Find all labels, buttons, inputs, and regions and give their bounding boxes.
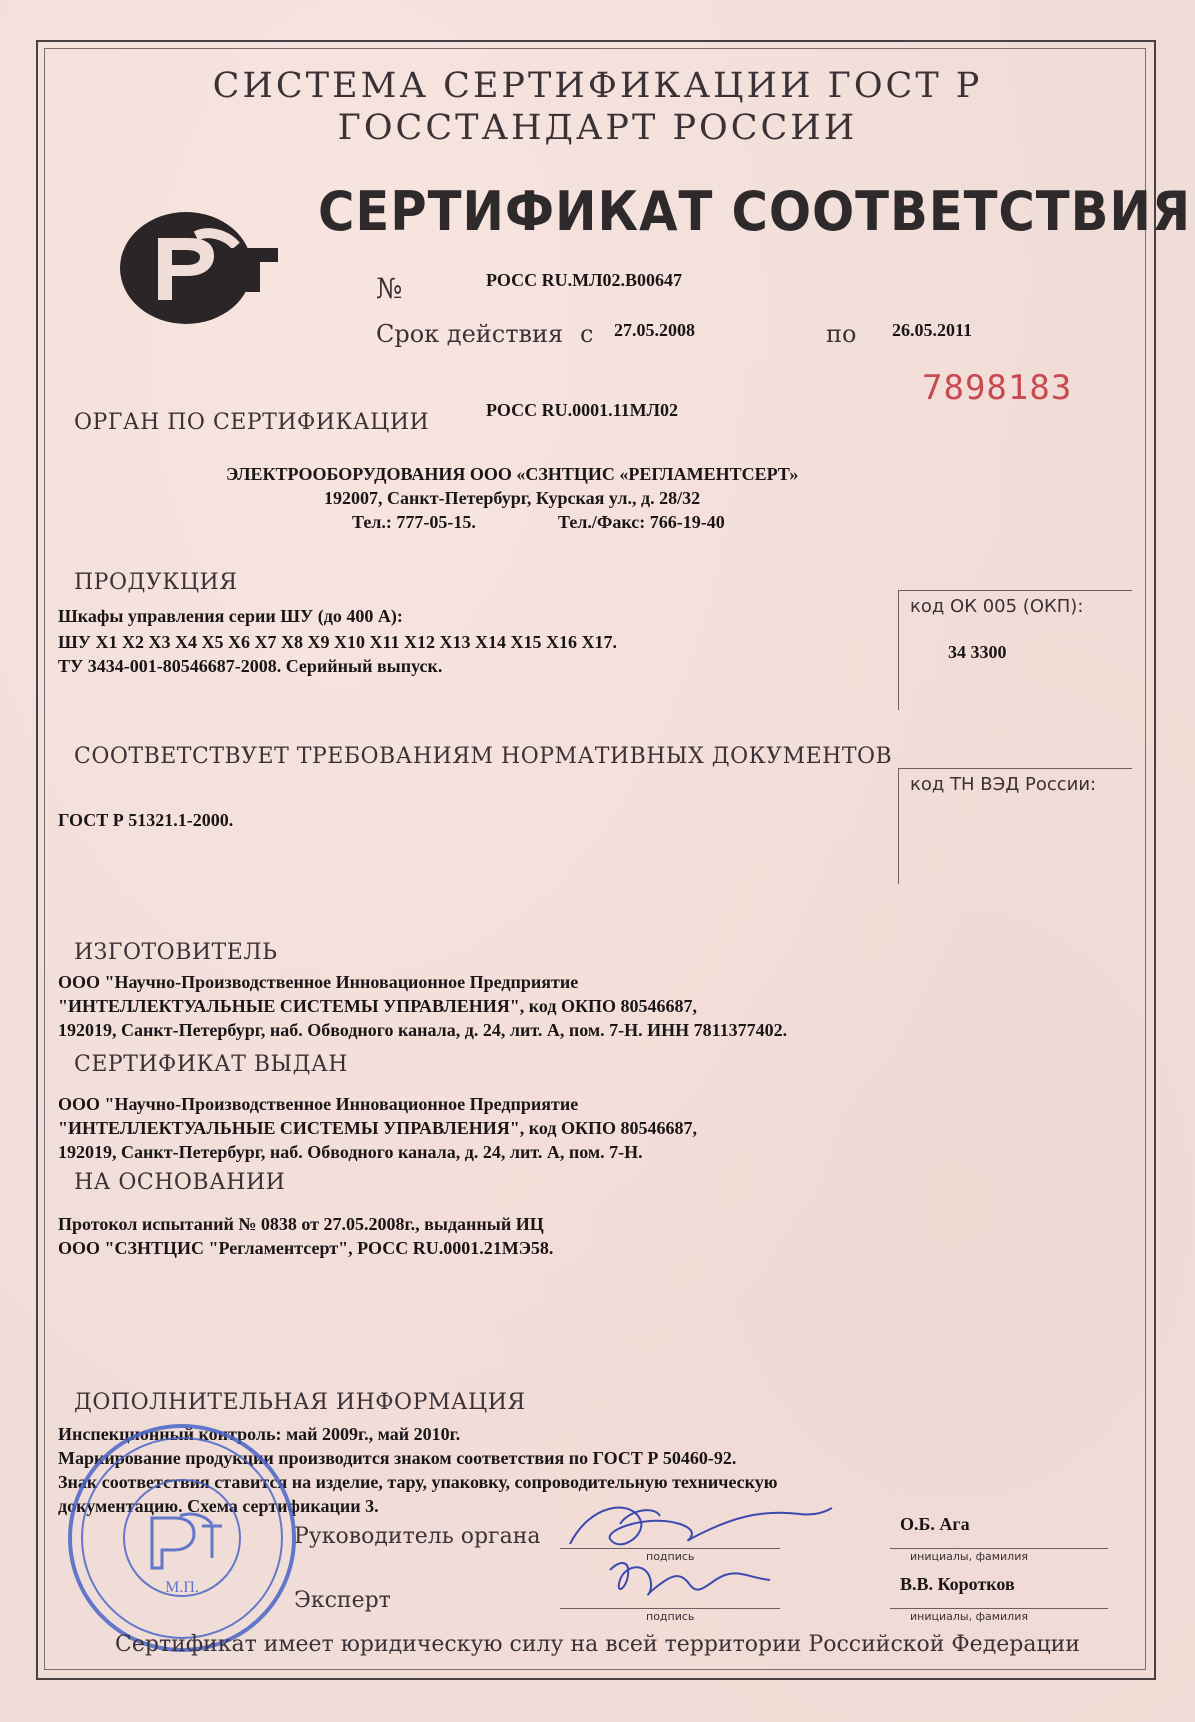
number-sign: № (376, 272, 403, 305)
expert-label: Эксперт (294, 1588, 391, 1613)
system-line-2: ГОССТАНДАРТ РОССИИ (337, 108, 858, 148)
product-line-1: Шкафы управления серии ШУ (до 400 А): (58, 606, 403, 626)
cert-body-name: ЭЛЕКТРООБОРУДОВАНИЯ ООО «СЗНТЦИС «РЕГЛАМЕНТСЕРТ» (226, 464, 799, 484)
expert-signature-icon (600, 1550, 780, 1610)
head-name-caption: инициалы, фамилия (910, 1550, 1028, 1563)
head-name-line (890, 1548, 1108, 1549)
head-name: О.Б. Ага (900, 1514, 970, 1534)
issued-to-line-2: "ИНТЕЛЛЕКТУАЛЬНЫЕ СИСТЕМЫ УПРАВЛЕНИЯ", код ОКПО 80546687, (58, 1118, 698, 1138)
expert-name: В.В. Коротков (900, 1574, 1015, 1594)
stamp-mp-label: М.П. (165, 1579, 199, 1596)
product-line-3: ТУ 3434-001-80546687-2008. Серийный выпуск. (58, 656, 443, 676)
expert-sign-caption: подпись (646, 1610, 695, 1623)
footer-legal-note: Сертификат имеет юридическую силу на всей территории Российской Федерации (115, 1632, 1080, 1657)
additional-line-2: Маркирование продукции производится знаком соответствия по ГОСТ Р 50460-92. (58, 1448, 737, 1468)
basis-line-1: Протокол испытаний № 0838 от 27.05.2008г., выданный ИЦ (58, 1214, 544, 1234)
conformity-heading: СООТВЕТСТВУЕТ ТРЕБОВАНИЯМ НОРМАТИВНЫХ ДОКУМЕНТОВ (74, 744, 893, 769)
conformity-standard: ГОСТ Р 51321.1-2000. (58, 810, 234, 830)
cert-body-fax: Тел./Факс: 766-19-40 (558, 512, 725, 532)
head-label: Руководитель органа (294, 1524, 541, 1549)
tnved-box-top (898, 768, 1132, 769)
additional-line-3: Знак соответствия ставится на изделие, тару, упаковку, сопроводительную техническую (58, 1472, 778, 1492)
okp-label: код ОК 005 (ОКП): (910, 596, 1084, 617)
cert-body-code: РОСС RU.0001.11МЛ02 (486, 400, 679, 420)
system-line-1: СИСТЕМА СЕРТИФИКАЦИИ ГОСТ Р (212, 66, 983, 106)
product-line-2: ШУ X1 X2 X3 X4 X5 X6 X7 X8 X9 X10 X11 X12 X13 X14 X15 X16 X17. (58, 632, 617, 652)
tnved-label: код ТН ВЭД России: (910, 774, 1097, 795)
seal-stamp-icon (62, 1418, 302, 1658)
validity-to-label: по (826, 320, 857, 348)
product-heading: ПРОДУКЦИЯ (74, 570, 238, 595)
okp-value: 34 3300 (948, 642, 1007, 662)
additional-line-1: Инспекционный контроль: май 2009г., май 2010г. (58, 1424, 461, 1444)
additional-line-4: документацию. Схема сертификации 3. (58, 1496, 379, 1516)
basis-heading: НА ОСНОВАНИИ (74, 1170, 286, 1195)
basis-line-2: ООО "СЗНТЦИС "Регламентсерт", РОСС RU.0001.21МЭ58. (58, 1238, 554, 1258)
manufacturer-line-1: ООО "Научно-Производственное Инновационное Предприятие (58, 972, 579, 992)
additional-heading: ДОПОЛНИТЕЛЬНАЯ ИНФОРМАЦИЯ (74, 1390, 526, 1415)
cert-body-address: 192007, Санкт-Петербург, Курская ул., д. 28/32 (324, 488, 701, 508)
issued-to-line-1: ООО "Научно-Производственное Инновационное Предприятие (58, 1094, 579, 1114)
okp-box-divider (898, 590, 899, 710)
cert-body-heading: ОРГАН ПО СЕРТИФИКАЦИИ (74, 410, 430, 435)
head-sign-caption: подпись (646, 1550, 695, 1563)
validity-to: 26.05.2011 (892, 320, 973, 340)
validity-label: Срок действия (376, 320, 564, 348)
serial-number: 7898183 (922, 368, 1073, 408)
expert-name-caption: инициалы, фамилия (910, 1610, 1028, 1623)
certificate-title: СЕРТИФИКАТ СООТВЕТСТВИЯ (318, 180, 1192, 243)
expert-name-line (890, 1608, 1108, 1609)
manufacturer-line-3: 192019, Санкт-Петербург, наб. Обводного канала, д. 24, лит. А, пом. 7-Н. ИНН 7811377402. (58, 1020, 788, 1040)
validity-from: 27.05.2008 (614, 320, 695, 340)
tnved-box-divider (898, 768, 899, 884)
validity-from-label: с (580, 320, 594, 348)
cert-body-phone: Тел.: 777-05-15. (352, 512, 476, 532)
issued-to-heading: СЕРТИФИКАТ ВЫДАН (74, 1052, 348, 1077)
certificate-number: РОСС RU.МЛ02.В00647 (486, 270, 683, 290)
manufacturer-line-2: "ИНТЕЛЛЕКТУАЛЬНЫЕ СИСТЕМЫ УПРАВЛЕНИЯ", код ОКПО 80546687, (58, 996, 698, 1016)
rst-logo-icon (118, 208, 278, 328)
okp-box-top (898, 590, 1132, 591)
issued-to-line-3: 192019, Санкт-Петербург, наб. Обводного канала, д. 24, лит. А, пом. 7-Н. (58, 1142, 643, 1162)
manufacturer-heading: ИЗГОТОВИТЕЛЬ (74, 940, 278, 965)
